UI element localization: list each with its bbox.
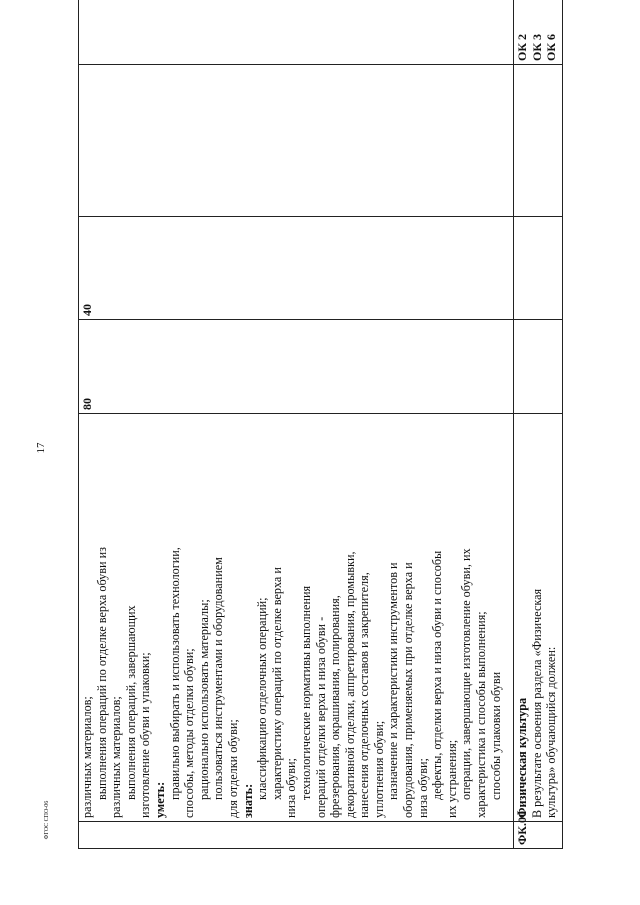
text-line: культура» обучающийся должен: — [544, 646, 559, 818]
discipline-cell — [79, 65, 514, 217]
obligatory-hours-cell — [514, 217, 563, 320]
text-line: для отделки обуви; — [225, 719, 240, 818]
text-line: характеристика и способы выполнения; — [474, 611, 489, 818]
competence-cell — [79, 0, 514, 65]
competence-code: ОК 3 — [529, 33, 544, 61]
text-line: пользоваться инструментами и оборудованием — [211, 557, 226, 800]
text-line: дефекты, отделки верха и низа обуви и способы — [430, 550, 445, 800]
curriculum-table — [78, 0, 563, 849]
text-line: различных материалов; — [80, 696, 94, 818]
text-line: операции, завершающие изготовление обуви, их — [459, 548, 474, 800]
competence-cell — [514, 0, 563, 65]
text-line: операций отделки верха и низа обуви - — [313, 616, 328, 818]
text-line: декоративной отделки, аппретирования, промывки, — [342, 551, 357, 818]
text-line: оборудования, применяемых при отделке верха и — [401, 562, 416, 818]
text-line: фрезерования, окрашивания, полирования, — [328, 595, 343, 818]
discipline-cell — [514, 65, 563, 217]
text-line: рационально использовать материалы; — [196, 599, 211, 800]
content-cell — [514, 414, 563, 822]
section-title: Физическая культура — [515, 697, 529, 818]
text-line: знать: — [240, 783, 255, 818]
text-line: их устранения; — [444, 739, 459, 818]
curriculum-table-rotated — [78, 33, 562, 849]
text-line: правильно выбирать и использовать технологии, — [167, 547, 182, 800]
text-line: низа обуви; — [415, 758, 430, 818]
content-cell — [79, 414, 514, 822]
page-number: 17 — [35, 442, 47, 454]
competence-code: ОК 2 — [515, 33, 529, 61]
text-line: низа обуви; — [284, 758, 299, 818]
text-line: нанесения отделочных составов и закрепителя, — [357, 572, 372, 818]
obligatory-hours-cell: 40 — [79, 217, 514, 320]
text-line: характеристику операций по отделке верха и — [269, 567, 284, 800]
table-row — [514, 0, 563, 849]
text-line: В результате освоения раздела «Физическая — [529, 588, 544, 818]
text-line: технологические нормативы выполнения — [298, 585, 313, 800]
max-hours-cell — [514, 320, 563, 414]
competence-code: ОК 6 — [544, 33, 559, 61]
text-line: выполнения операций, завершающих — [123, 605, 138, 800]
text-line: различных материалов; — [109, 696, 124, 818]
text-line: изготовление обуви и упаковки; — [138, 652, 153, 818]
footer-standard-label: ФГОС СПО-06 — [44, 800, 50, 840]
text-line: выполнения операций по отделке верха обуви из — [94, 547, 109, 800]
text-line: классификацию отделочных операций; — [255, 597, 270, 800]
section-code: ФК.00 — [515, 810, 529, 845]
code-cell — [514, 810, 563, 849]
max-hours-cell: 80 — [79, 320, 514, 414]
text-line: назначение и характеристики инструментов и — [386, 562, 401, 800]
table-row — [79, 0, 514, 849]
text-line: уметь: — [152, 781, 167, 818]
text-line: способы, методы отделки обуви; — [182, 648, 197, 818]
text-line: способы упаковки обуви — [488, 671, 503, 800]
text-line: уплотнения обуви; — [371, 720, 386, 818]
code-cell — [79, 822, 514, 849]
